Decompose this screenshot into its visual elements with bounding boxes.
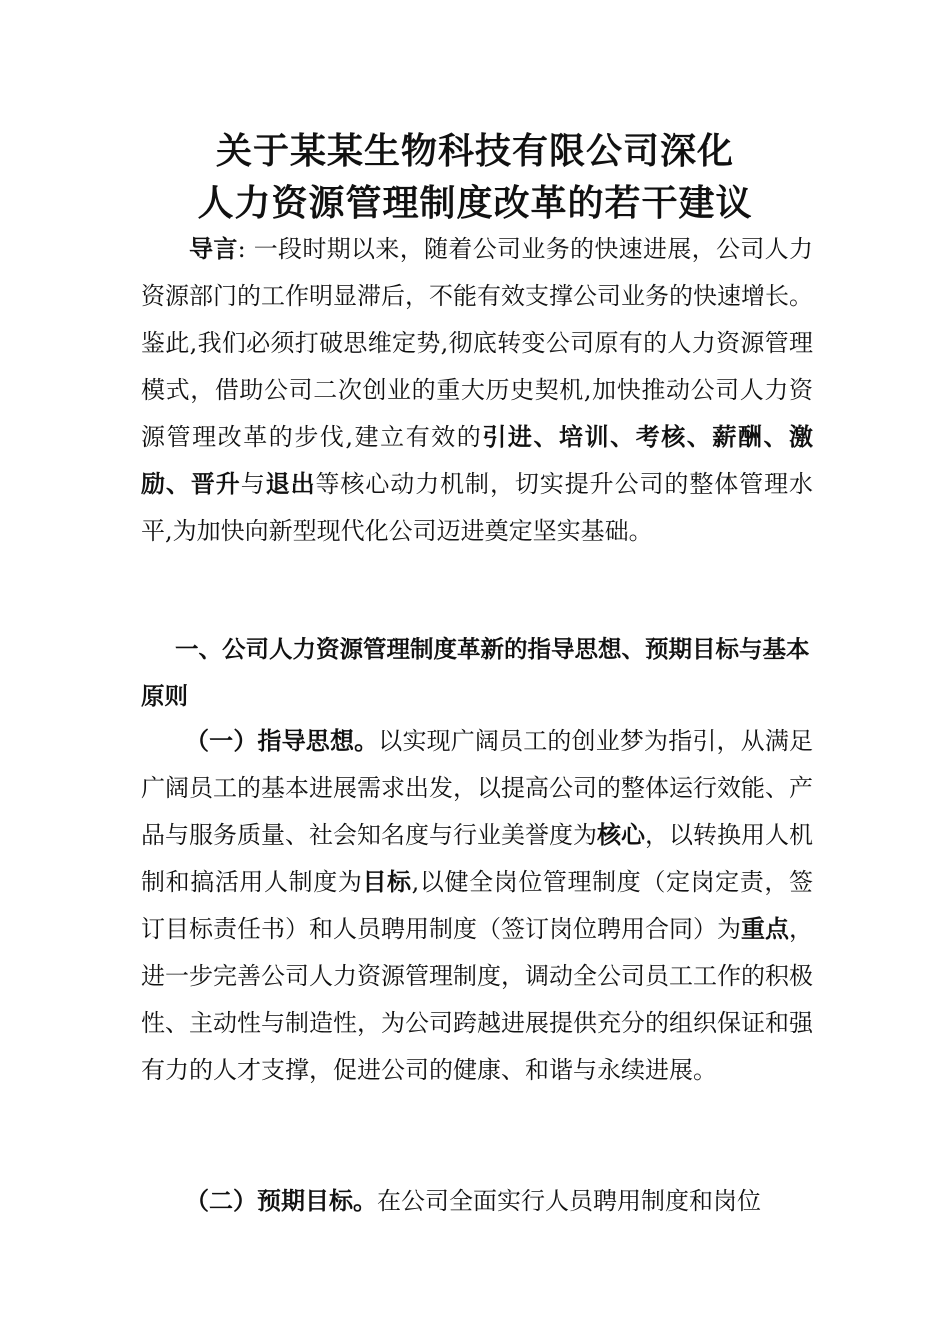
guiding-ideology-label: （一）指导思想。	[185, 727, 379, 755]
para2-text-a: 在公司全面实行人员聘用制度和岗位	[377, 1187, 761, 1215]
para1-text-e: ,以健全岗位管理制度（定岗定责，签订目标责任书）和人员聘用制度（签订岗位聘用合同）为	[141, 868, 813, 943]
intro-text-end: 等核心动力机制，切实提升公司的整体管理水平,为加快向新型现代化公司迈进奠定坚实基础。	[141, 470, 814, 545]
intro-text-connector: 与	[240, 470, 266, 498]
intro-emphasis-exit: 退出	[265, 470, 316, 498]
intro-label: 导言	[189, 235, 238, 263]
emphasis-goal: 目标	[362, 868, 412, 896]
section-1-heading: 一、公司人力资源管理制度革新的指导思想、预期目标与基本原则	[141, 635, 810, 710]
para1-text-c: ，以转换用人机制和搞活用人制度为	[141, 821, 813, 896]
document-title-line-1: 关于某某生物科技有限公司深化	[215, 131, 734, 172]
expected-goal-label: （二）预期目标。	[185, 1187, 377, 1215]
expected-goal-paragraph	[141, 1178, 813, 1225]
intro-text: : 一段时期以来，随着公司业务的快速进展，公司人力资源部门的工作明显滞后，不能有效支撑公司业务的快速增长。鉴此,我们必须打破思维定势,彻底转变公司原有的人力资源管理模式，借助公司二次创业的重大历史契机,加快推动公司人力资源管理改革的步伐,建立有效的	[141, 235, 814, 451]
para1-text-g: ，进一步完善公司人力资源管理制度，调动全公司员工工作的积极性、主动性与制造性，为公司跨越进展提供充分的组织保证和强有力的人才支撑，促进公司的健康、和谐与永续进展。	[141, 915, 813, 1084]
para1-text-a: 以实现广阔员工的创业梦为指引，从满足广阔员工的基本进展需求出发，以提高公司的整体运行效能、产品与服务质量、社会知名度与行业美誉度为	[141, 727, 813, 849]
intro-paragraph	[141, 226, 813, 555]
guiding-ideology-paragraph	[141, 718, 813, 1094]
emphasis-core: 核心	[597, 821, 645, 849]
emphasis-focus: 重点	[741, 915, 789, 943]
intro-emphasis-mechanisms: 引进、培训、考核、薪酬、激励、晋升	[141, 423, 814, 498]
document-title-line-2: 人力资源管理制度改革的若干建议	[197, 183, 753, 224]
